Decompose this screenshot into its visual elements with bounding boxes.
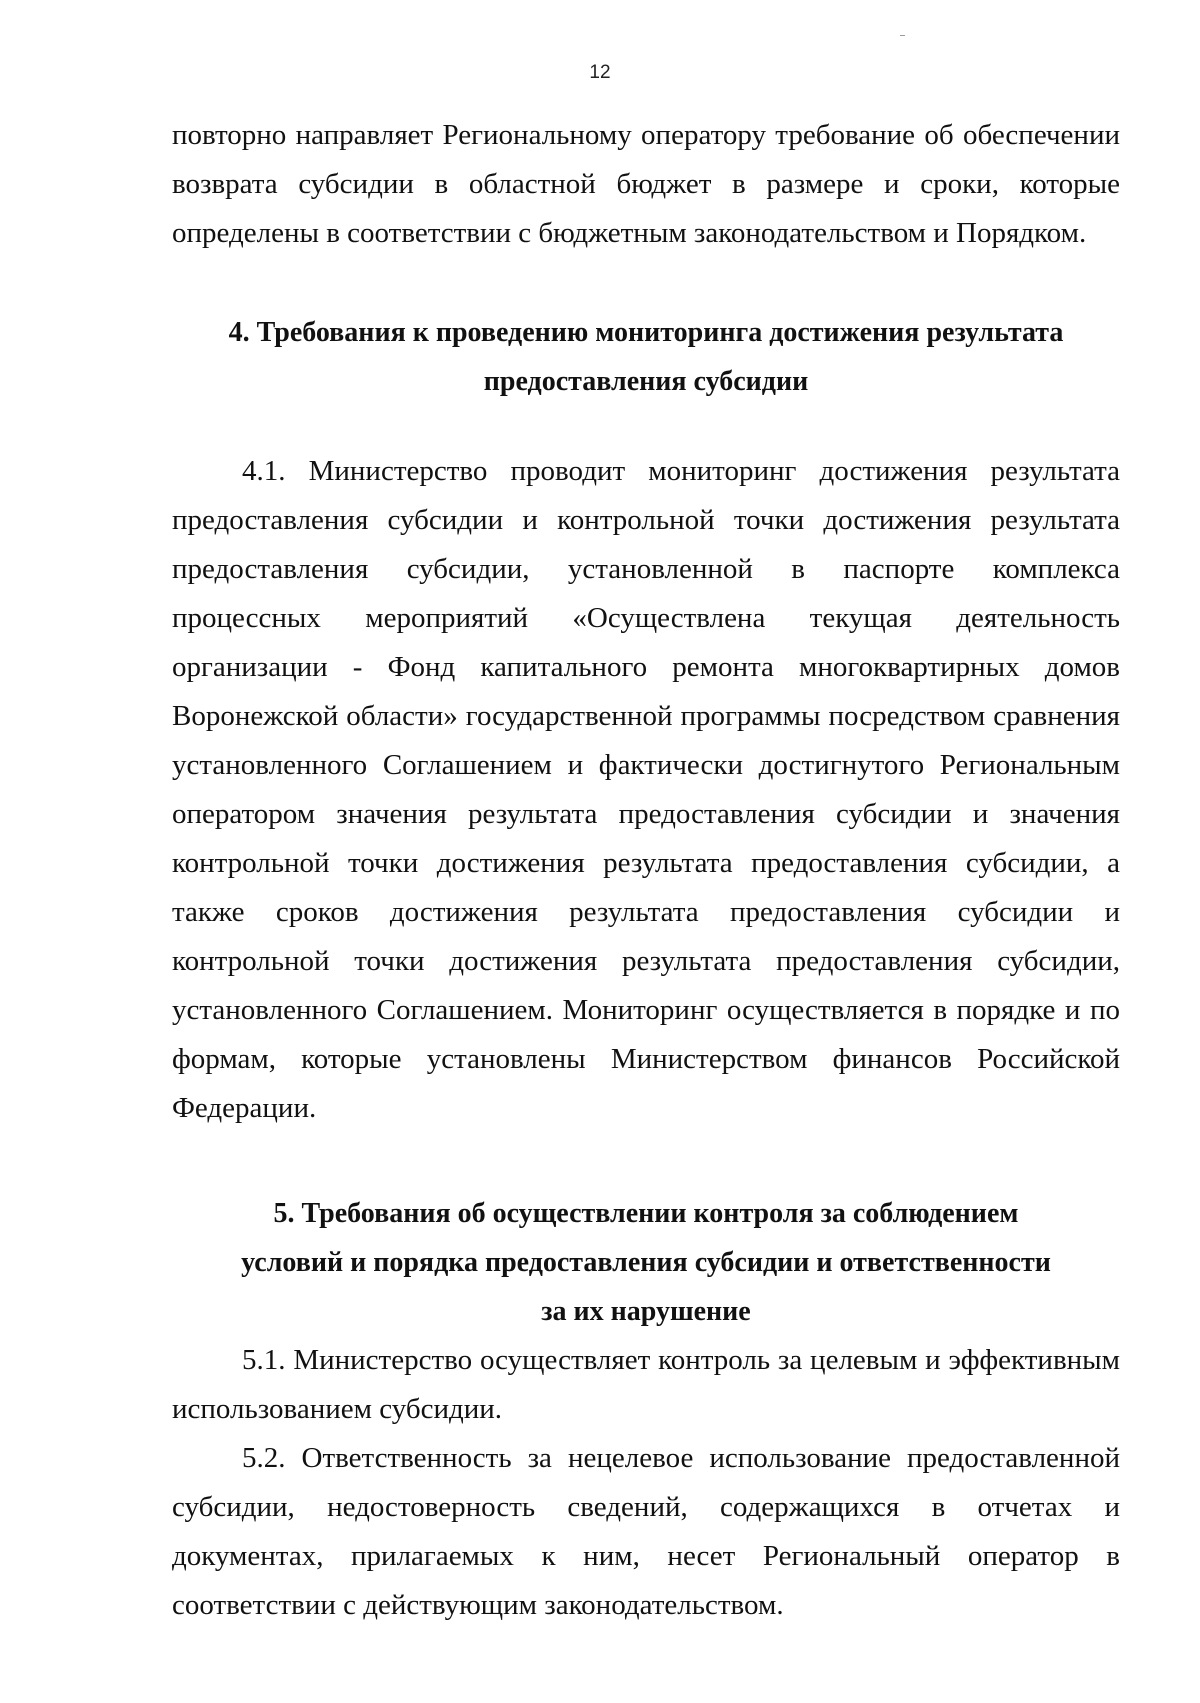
section-5-heading-line-2: условий и порядка предоставления субсидии и ответственности xyxy=(241,1247,1051,1278)
page-number: 12 xyxy=(589,62,611,83)
section-4-heading-line-1: 4. Требования к проведению мониторинга достижения результата xyxy=(228,317,1064,348)
section-5-heading-line-1: 5. Требования об осуществлении контроля за соблюдением xyxy=(273,1198,1019,1229)
section-5-heading xyxy=(172,1189,1120,1336)
section-4-heading-line-2: предоставления субсидии xyxy=(483,366,809,397)
section-4-heading xyxy=(172,308,1120,406)
paragraph-5-1: 5.1. Министерство осуществляет контроль за целевым и эффективным использованием субсидии. xyxy=(172,1344,1120,1425)
paragraph-5-2: 5.2. Ответственность за нецелевое использование предоставленной субсидии, недостоверность сведений, содержащихся в отчетах и документах, прилагаемых к ним, несет Региональный оператор в соответствии с действующим законодательством. xyxy=(172,1442,1120,1621)
continuation-paragraph: повторно направляет Региональному оператору требование об обеспечении возврата субсидии в областной бюджет в размере и сроки, которые определены в соответствии с бюджетным законодательством и Порядком. xyxy=(172,119,1120,249)
scan-mark: – xyxy=(900,30,905,41)
document-body xyxy=(172,111,1120,1630)
paragraph-4-1: 4.1. Министерство проводит мониторинг достижения результата предоставления субсидии и контрольной точки достижения результата предоставления субсидии, установленной в паспорте комплекса процессных мероприятий «Осуществлена текущая деятельность организации - Фонд капитального ремонта многоквартирных домов Воронежской области» государственной программы посредством сравнения установленного Соглашением и фактически достигнутого Региональным оператором значения результата предоставления субсидии и значения контрольной точки достижения результата предоставления субсидии, а также сроков достижения результата предоставления субсидии и контрольной точки достижения результата предоставления субсидии, установленного Соглашением. Мониторинг осуществляется в порядке и по формам, которые установлены Министерством финансов Российской Федерации. xyxy=(172,455,1120,1124)
section-5-heading-line-3: за их нарушение xyxy=(541,1296,751,1327)
